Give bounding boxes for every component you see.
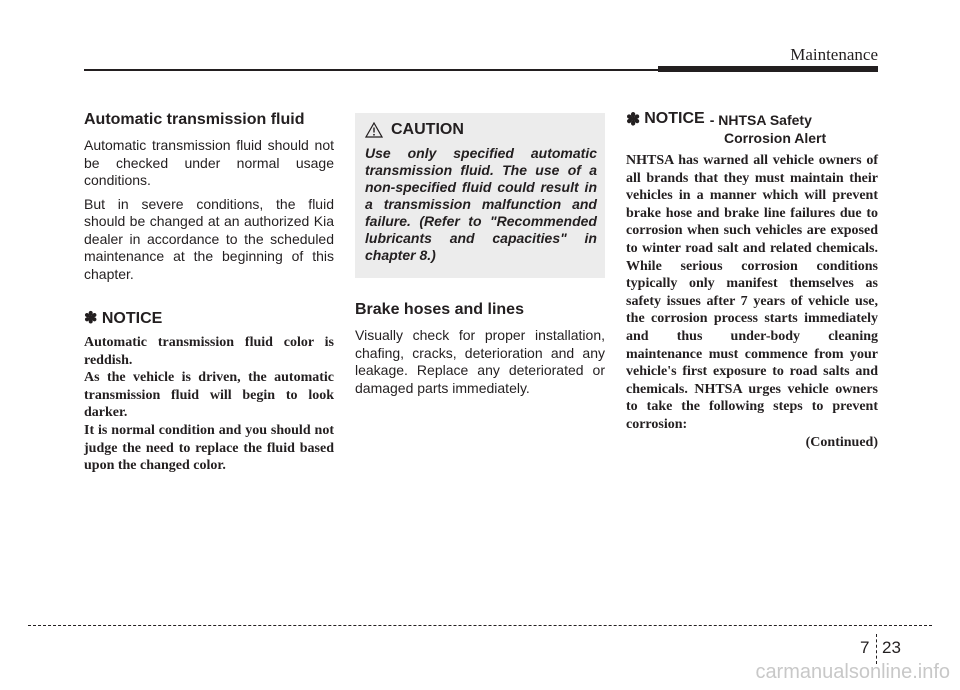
notice-line: As the vehicle is driven, the automatic transmission fluid will begin to look darker. [84,370,334,421]
caution-label: CAUTION [391,121,464,138]
nhtsa-notice-subtitle: - NHTSA Safety [709,112,812,128]
nhtsa-notice-subtitle-2: Corrosion Alert [724,130,827,146]
caution-box [355,113,605,278]
header-rule-thin [84,69,658,71]
caution-text: Use only specified automatic transmission fluid. The use of a non-specified fluid could result in a transmission malfunction and failure. (Refer to "Recommended lubricants and capacities" in chapter 8.) [365,145,597,263]
page-divider [876,634,877,664]
atf-paragraph-1: Automatic transmission fluid should not be checked under normal usage conditions. [84,137,334,188]
nhtsa-notice-body: NHTSA has warned all vehicle owners of all brands that they must maintain their vehicles in a manner which will prevent brake hose and brake line failures due to corrosion when such vehicles are exposed to winter road salt and related chemicals. While serious corrosion conditions typically only manifest themselves as safety issues after 7 years of vehicle use, the corrosion process starts immediately and thus under-body cleaning maintenance must commence from your vehicle's first exposure to road salts and chemicals. NHTSA urges vehicle owners to take the following steps to prevent corrosion: [626,153,878,432]
warning-triangle-icon [365,122,383,138]
continued-label: (Continued) [805,434,878,450]
caution-title [365,121,597,139]
notice-heading [84,309,334,328]
watermark: carmanualsonline.info [755,661,950,683]
section-heading-brake: Brake hoses and lines [355,301,524,318]
chapter-number: 7 [860,638,870,657]
header-title: Maintenance [790,45,878,64]
nhtsa-notice-heading [626,110,878,130]
notice-label: NOTICE [101,310,163,327]
page-number: 23 [882,638,901,657]
column-2 [355,110,605,403]
column-1 [84,110,334,475]
notice-body [84,334,334,475]
notice-star-icon: ✽ [84,310,98,327]
header-rule-thick [658,66,878,72]
nhtsa-notice-label: NOTICE [644,110,705,127]
notice-star-icon: ✽ [626,110,641,129]
section-heading-atf: Automatic transmission fluid [84,111,305,128]
brake-paragraph: Visually check for proper installation, chafing, cracks, deterioration and any leakage. Replace any deteriorated or damaged parts immediately. [355,327,605,396]
atf-paragraph-2: But in severe conditions, the fluid should be changed at an authorized Kia dealer in accordance to the scheduled maintenance at the beginning of this chapter. [84,195,334,282]
footer-rule [28,625,932,626]
notice-line: Automatic transmission fluid color is reddish. [84,335,334,368]
column-3 [626,110,878,451]
notice-line: It is normal condition and you should not judge the need to replace the fluid based upon the changed color. [84,422,334,474]
